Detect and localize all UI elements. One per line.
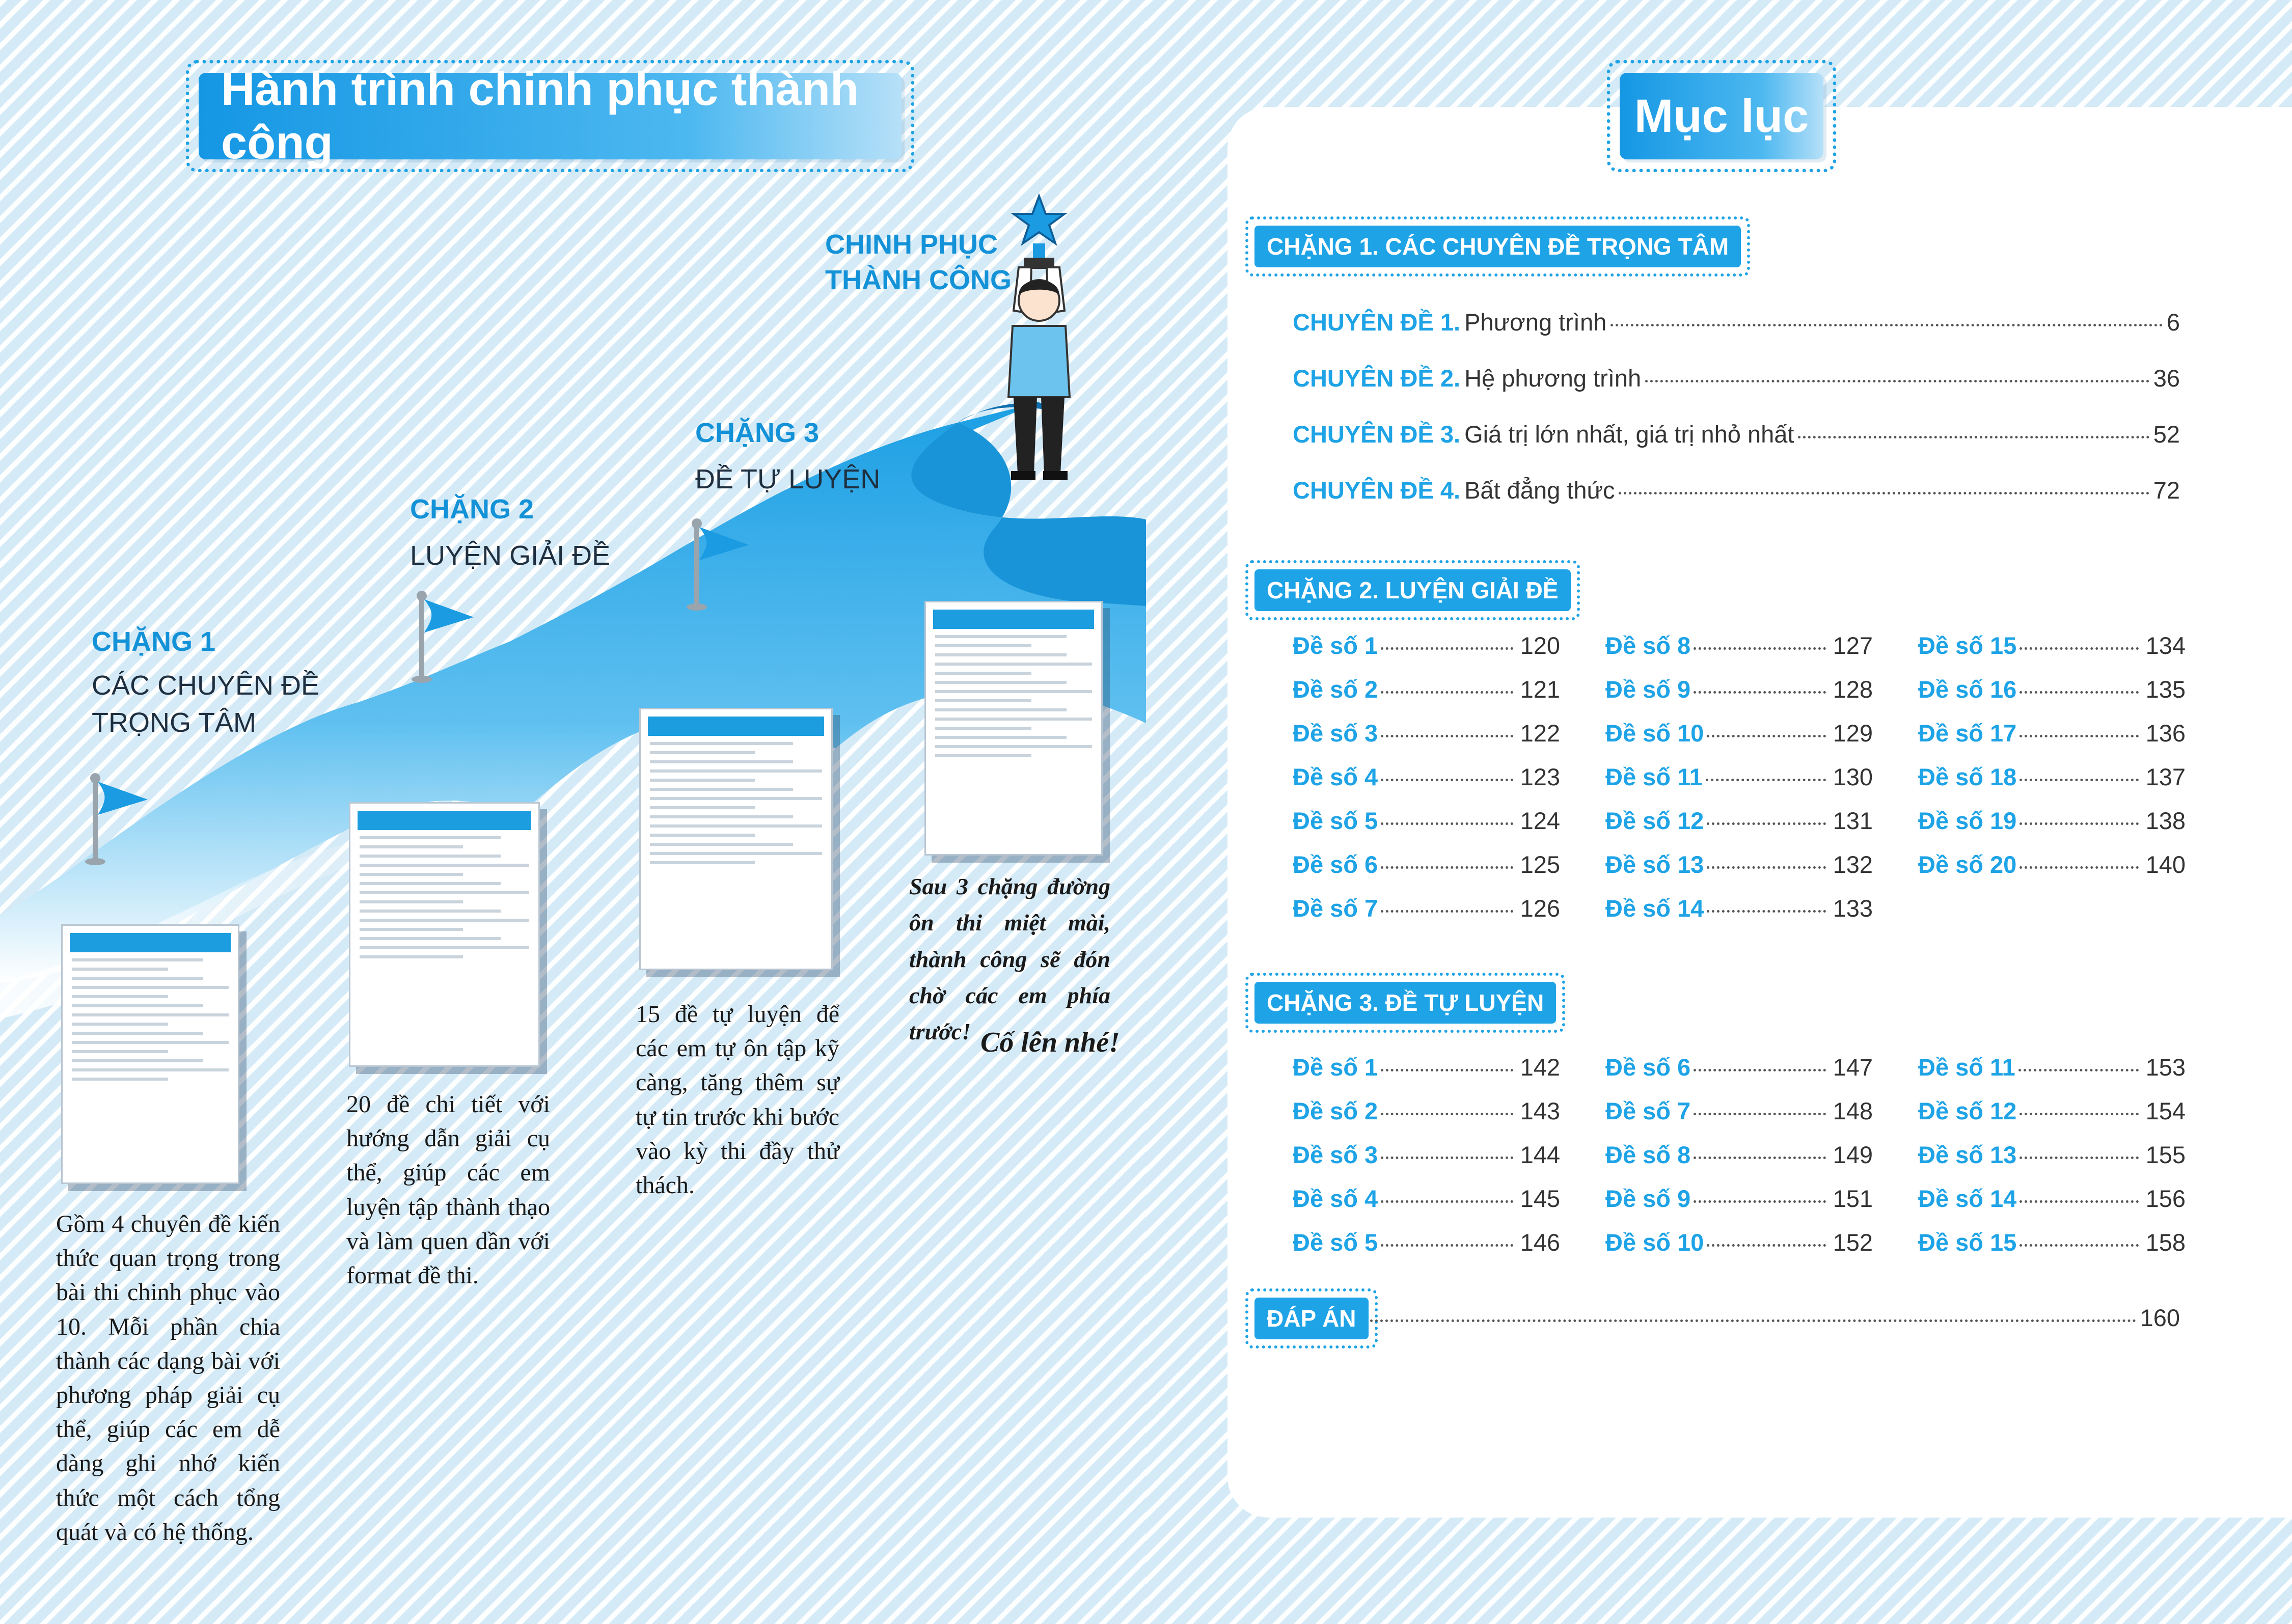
toc-row-label: CHUYÊN ĐỀ 4. — [1293, 477, 1461, 504]
final-message: Sau 3 chặng đường ôn thi miệt mài, thành công sẽ đón chờ các em phía trước! — [909, 873, 1110, 1045]
dot-leader — [1798, 436, 2149, 438]
dot-leader — [2020, 691, 2138, 694]
toc-entry[interactable] — [1293, 807, 1560, 842]
entry-label: Đề số 13 — [1918, 1141, 2017, 1168]
summit-label — [825, 227, 1012, 298]
toc-row-chuyen-de-1[interactable] — [1293, 308, 2180, 344]
toc-entry[interactable] — [1605, 1053, 1873, 1089]
entry-label: Đề số 7 — [1293, 895, 1378, 922]
dot-leader — [1706, 779, 1826, 781]
entry-label: Đề số 2 — [1293, 676, 1378, 703]
entry-page: 140 — [2145, 851, 2186, 878]
dot-leader — [2020, 779, 2138, 781]
entry-page: 144 — [1520, 1141, 1560, 1168]
entry-label: Đề số 10 — [1605, 1229, 1704, 1256]
answers-page: 160 — [2140, 1304, 2180, 1331]
dot-leader — [2020, 1244, 2138, 1247]
section3-header: CHẶNG 3. ĐỀ TỰ LUYỆN — [1254, 982, 1556, 1024]
dot-leader — [1381, 1244, 1513, 1247]
entry-label: Đề số 15 — [1918, 632, 2017, 659]
toc-row-chuyen-de-2[interactable] — [1293, 364, 2180, 400]
toc-row-page: 36 — [2153, 365, 2180, 392]
answers-header-frame — [1245, 1288, 1378, 1348]
entry-page: 131 — [1833, 807, 1873, 834]
toc-entry[interactable] — [1605, 1228, 1873, 1264]
dot-leader — [1707, 910, 1825, 913]
toc-entry[interactable] — [1293, 719, 1560, 755]
entry-label: Đề số 6 — [1293, 851, 1378, 878]
entry-label: Đề số 18 — [1918, 763, 2017, 790]
dot-leader — [2018, 1069, 2139, 1071]
toc-entry[interactable] — [1918, 719, 2186, 755]
toc-row-page: 52 — [2153, 421, 2180, 448]
section3-header-frame — [1245, 973, 1565, 1033]
entry-page: 123 — [1520, 763, 1560, 790]
stage1-subtitle-line2: TRỌNG TÂM — [92, 707, 256, 738]
cheer-text: Cố lên nhé! — [980, 1027, 1120, 1058]
toc-entry[interactable] — [1605, 850, 1873, 886]
entry-label: Đề số 4 — [1293, 1185, 1378, 1212]
entry-label: Đề số 14 — [1918, 1185, 2017, 1212]
entry-label: Đề số 20 — [1918, 851, 2017, 878]
entry-page: 134 — [2145, 632, 2186, 659]
dot-leader — [1370, 1319, 2136, 1322]
person-with-trophy — [1008, 196, 1070, 480]
left-page-title: Hành trình chinh phục thành công — [199, 73, 902, 159]
toc-entry[interactable] — [1605, 675, 1873, 711]
entry-page: 130 — [1833, 763, 1873, 790]
stage3-label: CHẶNG 3 — [695, 418, 820, 448]
section1-header-frame — [1245, 216, 1750, 277]
entry-page: 126 — [1520, 895, 1560, 922]
toc-row-label: CHUYÊN ĐỀ 3. — [1293, 421, 1461, 448]
entry-page: 154 — [2145, 1097, 2186, 1124]
answers-header: ĐÁP ÁN — [1254, 1298, 1369, 1339]
dot-leader — [1645, 380, 2149, 382]
entry-page: 148 — [1833, 1097, 1873, 1124]
stage2-thumbnail — [349, 802, 540, 1067]
toc-entry[interactable] — [1918, 1141, 2186, 1176]
summit-label-line2: THÀNH CÔNG — [825, 265, 1012, 296]
dot-leader — [1707, 1244, 1825, 1247]
entry-label: Đề số 3 — [1293, 1141, 1378, 1168]
toc-entry[interactable] — [1918, 850, 2186, 886]
entry-label: Đề số 11 — [1605, 763, 1703, 790]
entry-page: 128 — [1833, 676, 1873, 703]
entry-label: Đề số 10 — [1605, 720, 1704, 747]
dot-leader — [2020, 1157, 2138, 1159]
toc-entry[interactable] — [1918, 1053, 2186, 1089]
toc-entry[interactable] — [1293, 1141, 1560, 1176]
stage3-thumbnail — [639, 708, 833, 970]
entry-label: Đề số 15 — [1918, 1229, 2017, 1256]
dot-leader — [2020, 647, 2138, 650]
entry-page: 121 — [1520, 676, 1560, 703]
toc-entry[interactable] — [1293, 850, 1560, 886]
entry-label: Đề số 4 — [1293, 763, 1378, 790]
toc-row-chuyen-de-4[interactable] — [1293, 476, 2180, 512]
entry-page: 146 — [1520, 1229, 1560, 1256]
entry-page: 135 — [2145, 676, 2186, 703]
entry-page: 152 — [1833, 1229, 1873, 1256]
entry-label: Đề số 11 — [1918, 1054, 2015, 1081]
entry-label: Đề số 13 — [1605, 851, 1704, 878]
section1-header: CHẶNG 1. CÁC CHUYÊN ĐỀ TRỌNG TÂM — [1254, 226, 1741, 267]
dot-leader — [1707, 822, 1825, 825]
dot-leader — [1381, 1200, 1513, 1203]
entry-page: 137 — [2145, 763, 2186, 790]
toc-entry[interactable] — [1605, 1141, 1873, 1176]
left-title-frame — [186, 60, 914, 172]
entry-page: 155 — [2145, 1141, 2186, 1168]
toc-entry[interactable] — [1918, 1228, 2186, 1264]
entry-page: 133 — [1833, 895, 1873, 922]
entry-page: 143 — [1520, 1097, 1560, 1124]
entry-label: Đề số 8 — [1605, 1141, 1691, 1168]
toc-entry[interactable] — [1918, 675, 2186, 711]
entry-page: 122 — [1520, 720, 1560, 747]
stage1-subtitle — [92, 667, 319, 741]
toc-row-page: 72 — [2153, 477, 2180, 504]
entry-label: Đề số 14 — [1605, 895, 1704, 922]
entry-label: Đề số 19 — [1918, 807, 2017, 834]
entry-label: Đề số 9 — [1605, 1185, 1691, 1212]
dot-leader — [2020, 822, 2138, 825]
entry-label: Đề số 5 — [1293, 807, 1378, 834]
section2-header-frame — [1245, 560, 1580, 620]
dot-leader — [1619, 492, 2149, 494]
dot-leader — [1694, 1069, 1825, 1071]
toc-entry[interactable] — [1918, 1097, 2186, 1133]
entry-page: 132 — [1833, 851, 1873, 878]
toc-title: Mục lục — [1620, 73, 1823, 159]
entry-page: 156 — [2145, 1185, 2186, 1212]
stage1-description: Gồm 4 chuyên đề kiến thức quan trọng trong bài thi chinh phục vào 10. Mỗi phần chia thành các dạng bài với phương pháp giải cụ thể, giúp các em dễ dàng ghi nhớ kiến thức một cách tổng quát và có hệ thống. — [56, 1210, 280, 1546]
entry-page: 127 — [1833, 632, 1873, 659]
toc-row-title: Bất đẳng thức — [1464, 477, 1615, 504]
toc-entry[interactable] — [1605, 719, 1873, 755]
toc-entry[interactable] — [1293, 763, 1560, 799]
dot-leader — [1611, 324, 2163, 326]
dot-leader — [1707, 866, 1825, 869]
toc-entry[interactable] — [1293, 894, 1560, 930]
entry-label: Đề số 12 — [1605, 807, 1704, 834]
entry-page: 124 — [1520, 807, 1560, 834]
toc-entry[interactable] — [1918, 1185, 2186, 1220]
entry-label: Đề số 6 — [1605, 1054, 1691, 1081]
toc-entry[interactable] — [1918, 763, 2186, 799]
entry-page: 145 — [1520, 1185, 1560, 1212]
dot-leader — [1381, 1113, 1513, 1115]
dot-leader — [1694, 1157, 1825, 1159]
dot-leader — [2020, 866, 2138, 869]
stage2-label: CHẶNG 2 — [410, 494, 534, 525]
entry-label: Đề số 9 — [1605, 676, 1691, 703]
entry-page: 151 — [1833, 1185, 1873, 1212]
dot-leader — [2020, 1200, 2138, 1203]
dot-leader — [1694, 1113, 1825, 1115]
toc-row-title: Giá trị lớn nhất, giá trị nhỏ nhất — [1464, 421, 1794, 448]
entry-page: 129 — [1833, 720, 1873, 747]
toc-row-chuyen-de-3[interactable] — [1293, 420, 2180, 456]
entry-page: 125 — [1520, 851, 1560, 878]
toc-entry[interactable] — [1918, 631, 2186, 667]
dot-leader — [1381, 822, 1513, 825]
stage3-subtitle: ĐỀ TỰ LUYỆN — [695, 464, 881, 494]
dot-leader — [1707, 735, 1825, 737]
entry-page: 153 — [2145, 1054, 2186, 1081]
toc-entry[interactable] — [1605, 1097, 1873, 1133]
toc-row-title: Phương trình — [1464, 309, 1607, 336]
toc-row-page: 6 — [2166, 309, 2180, 336]
entry-label: Đề số 1 — [1293, 632, 1378, 659]
entry-page: 149 — [1833, 1141, 1873, 1168]
dot-leader — [1381, 691, 1513, 694]
summit-label-line1: CHINH PHỤC — [825, 229, 998, 260]
toc-entry[interactable] — [1293, 675, 1560, 711]
stage2-description: 20 đề chi tiết với hướng dẫn giải cụ thể, giúp các em luyện tập thành thạo và làm quen dần với format đề thi. — [346, 1091, 550, 1289]
stage1-subtitle-line1: CÁC CHUYÊN ĐỀ — [92, 670, 320, 701]
entry-page: 120 — [1520, 632, 1560, 659]
toc-entry[interactable] — [1918, 807, 2186, 842]
toc-entry[interactable] — [1293, 1053, 1560, 1089]
entry-label: Đề số 8 — [1605, 632, 1691, 659]
toc-entry[interactable] — [1293, 1097, 1560, 1133]
entry-page: 158 — [2145, 1229, 2186, 1256]
dot-leader — [1381, 1069, 1513, 1071]
section2-header: CHẶNG 2. LUYỆN GIẢI ĐỀ — [1254, 569, 1571, 611]
toc-entry[interactable] — [1293, 1185, 1560, 1220]
toc-entry[interactable] — [1605, 894, 1873, 930]
entry-page: 138 — [2145, 807, 2186, 834]
entry-label: Đề số 17 — [1918, 720, 2017, 747]
answers-row[interactable] — [1370, 1304, 2180, 1339]
dot-leader — [2020, 1113, 2138, 1115]
toc-row-title: Hệ phương trình — [1464, 365, 1642, 392]
answer-thumbnail — [924, 601, 1103, 856]
entry-page: 142 — [1520, 1054, 1560, 1081]
entry-label: Đề số 5 — [1293, 1229, 1378, 1256]
dot-leader — [1694, 1200, 1825, 1203]
stage1-thumbnail — [61, 924, 239, 1184]
dot-leader — [1381, 910, 1513, 913]
right-title-frame — [1607, 60, 1836, 172]
dot-leader — [1381, 1157, 1513, 1159]
entry-label: Đề số 3 — [1293, 720, 1378, 747]
entry-label: Đề số 12 — [1918, 1097, 2017, 1124]
entry-label: Đề số 16 — [1918, 676, 2017, 703]
entry-label: Đề số 1 — [1293, 1054, 1378, 1081]
dot-leader — [2020, 735, 2138, 737]
stage2-subtitle: LUYỆN GIẢI ĐỀ — [410, 540, 611, 571]
entry-label: Đề số 7 — [1605, 1097, 1691, 1124]
toc-entry[interactable] — [1293, 631, 1560, 667]
dot-leader — [1694, 691, 1825, 694]
toc-entry[interactable] — [1605, 807, 1873, 842]
toc-row-label: CHUYÊN ĐỀ 1. — [1293, 309, 1461, 336]
entry-page: 136 — [2145, 720, 2186, 747]
dot-leader — [1381, 647, 1513, 650]
dot-leader — [1694, 647, 1825, 650]
toc-entry[interactable] — [1605, 1185, 1873, 1220]
stage1-label: CHẶNG 1 — [92, 626, 216, 657]
entry-label: Đề số 2 — [1293, 1097, 1378, 1124]
dot-leader — [1381, 735, 1513, 737]
toc-row-label: CHUYÊN ĐỀ 2. — [1293, 365, 1461, 392]
stage3-description: 15 đề tự luyện để các em tự ôn tập kỹ càng, tăng thêm sự tự tin trước khi bước vào kỳ thi đầy thử thách. — [636, 1001, 839, 1199]
dot-leader — [1381, 866, 1513, 869]
toc-entry[interactable] — [1605, 763, 1873, 799]
toc-entry[interactable] — [1605, 631, 1873, 667]
dot-leader — [1381, 779, 1513, 781]
toc-entry[interactable] — [1293, 1228, 1560, 1264]
entry-page: 147 — [1833, 1054, 1873, 1081]
